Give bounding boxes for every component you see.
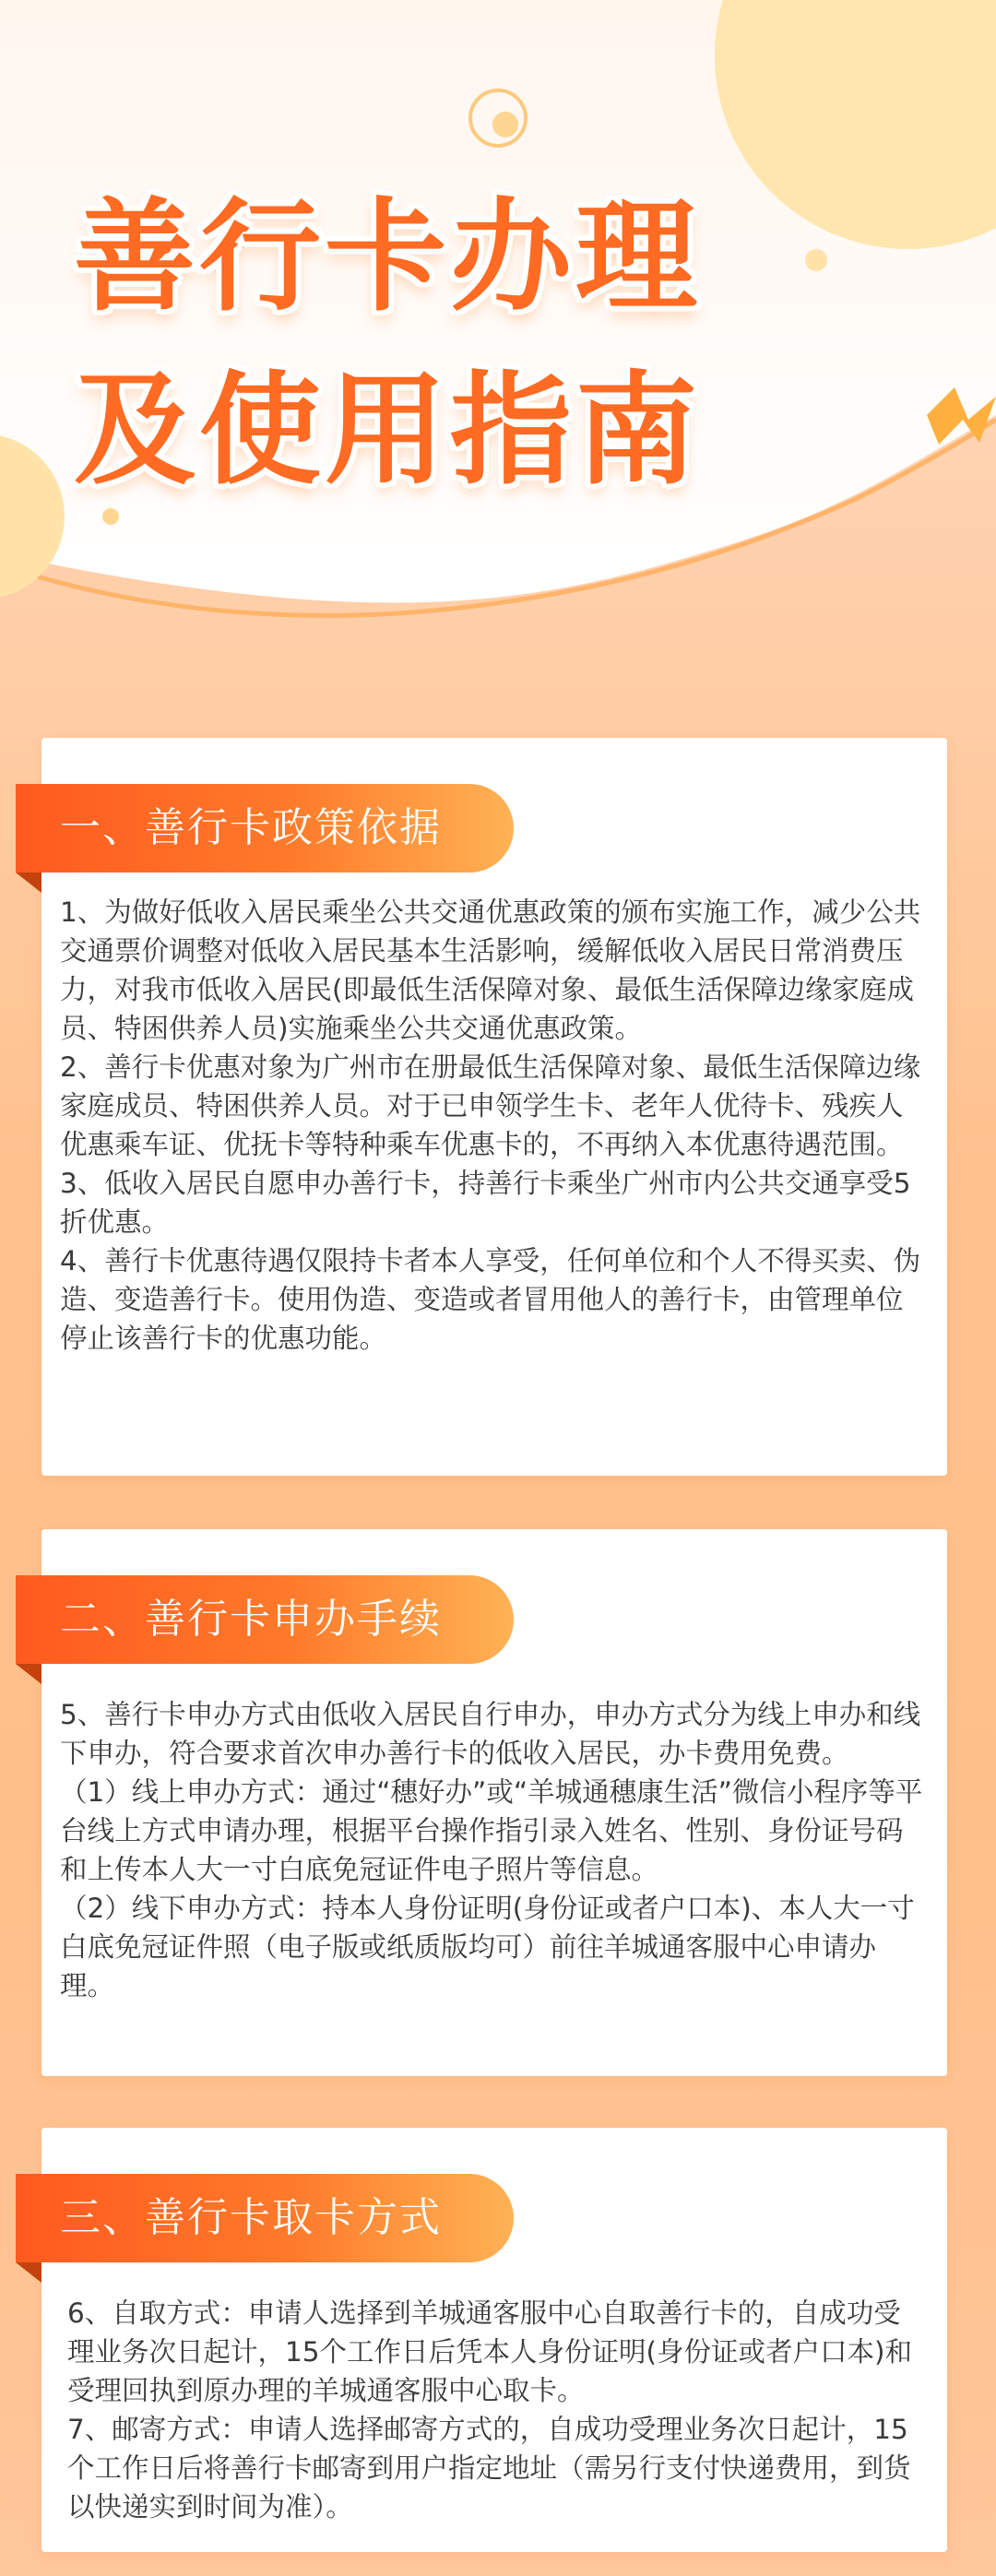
paragraph: （2）线下申办方式：持本人身份证明(身份证或者户口本)、本人大一寸白底免冠证件照（电子版或纸质版均可）前往羊城通客服中心申请办理。 (60, 1893, 915, 2001)
page-title (74, 171, 701, 517)
paragraph: （1）线上申办方式：通过“穗好办”或“羊城通穗康生活”微信小程序等平台线上方式申请办理，根据平台操作指引录入姓名、性别、身份证号码和上传本人大一寸白底免冠证件电子照片等信息。 (60, 1776, 923, 1885)
section-body-policy (60, 893, 929, 1358)
paragraph: 4、善行卡优惠待遇仅限持卡者本人享受，任何单位和个人不得买卖、伪造、变造善行卡。使用伪造、变造或者冒用他人的善行卡，由管理单位停止该善行卡的优惠功能。 (60, 1245, 921, 1354)
section-heading-policy: 一、善行卡政策依据 (16, 784, 514, 873)
header-dot-right (805, 249, 827, 271)
section-heading-pickup: 三、善行卡取卡方式 (16, 2174, 514, 2262)
page-title-line-1: 善行卡办理 (74, 186, 701, 328)
paragraph: 2、善行卡优惠对象为广州市在册最低生活保障对象、最低生活保障边缘家庭成员、特困供养人员。对于已申领学生卡、老年人优待卡、残疾人优惠乘车证、优抚卡等特种乘车优惠卡的，不再纳入本优惠待遇范围。 (60, 1051, 921, 1160)
section-heading-application: 二、善行卡申办手续 (16, 1575, 514, 1664)
section-card-policy (42, 738, 947, 1476)
header-dot-small (492, 112, 518, 137)
paragraph: 7、邮寄方式：申请人选择邮寄方式的，自成功受理业务次日起计，15个工作日后将善行卡邮寄到用户指定地址（需另行支付快递费用，到货以快递实到时间为准）。 (67, 2414, 911, 2523)
section-body-application (60, 1695, 929, 2005)
section-body-pickup (67, 2294, 921, 2526)
paragraph: 1、为做好低收入居民乘坐公共交通优惠政策的颁布实施工作，减少公共交通票价调整对低收入居民基本生活影响，缓解低收入居民日常消费压力，对我市低收入居民(即最低生活保障对象、最低生活保障边缘家庭成员、特困供养人员)实施乘坐公共交通优惠政策。 (60, 896, 921, 1044)
page-title-line-2: 及使用指南 (74, 360, 701, 502)
paragraph: 6、自取方式：申请人选择到羊城通客服中心自取善行卡的，自成功受理业务次日起计，15个工作日后凭本人身份证明(身份证或者户口本)和受理回执到原办理的羊城通客服中心取卡。 (67, 2297, 913, 2406)
section-card-application (42, 1529, 947, 2076)
section-card-pickup (42, 2128, 947, 2552)
paragraph: 5、善行卡申办方式由低收入居民自行申办，申办方式分为线上申办和线下申办，符合要求首次申办善行卡的低收入居民，办卡费用免费。 (60, 1699, 921, 1769)
paragraph: 3、低收入居民自愿申办善行卡，持善行卡乘坐广州市内公共交通享受5折优惠。 (60, 1168, 911, 1238)
